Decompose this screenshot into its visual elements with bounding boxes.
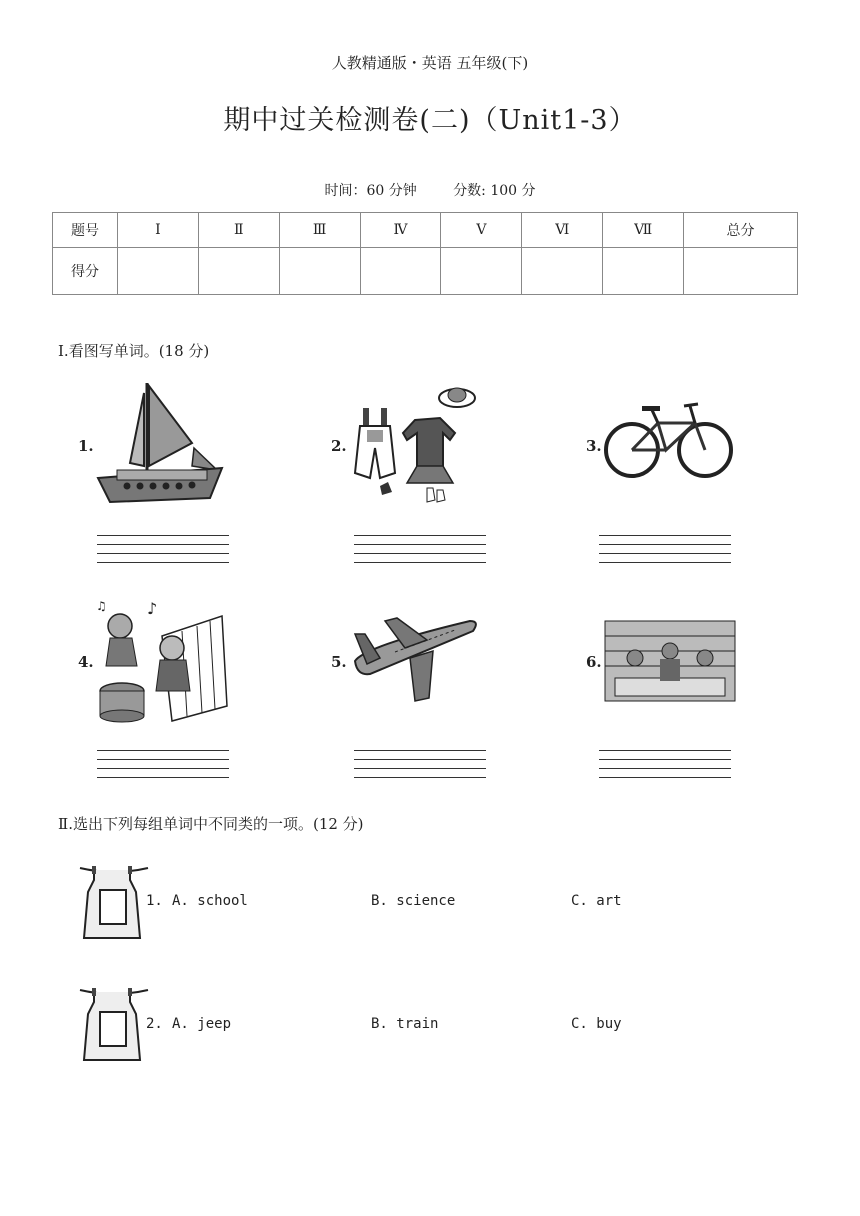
sailboat-picture	[92, 378, 232, 508]
item-number: 2.	[331, 437, 347, 455]
item-number: 6.	[586, 653, 602, 671]
answer-lines[interactable]	[97, 535, 229, 571]
answer-box-hanger-icon[interactable]	[78, 984, 150, 1066]
section2-heading: Ⅱ.选出下列每组单词中不同类的一项。(12 分)	[58, 815, 364, 833]
answer-lines[interactable]	[599, 535, 731, 571]
answer-lines[interactable]	[97, 750, 229, 786]
score-cell[interactable]	[684, 248, 798, 295]
music-party-picture	[92, 596, 232, 726]
item-number: 4.	[78, 653, 94, 671]
header-cell: Ⅱ	[198, 213, 279, 248]
svg-text:♫: ♫	[96, 599, 107, 613]
score-table-header-row	[53, 213, 798, 248]
score-cell[interactable]	[360, 248, 441, 295]
score-table-score-row	[53, 248, 798, 295]
option-a: A. jeep	[172, 1016, 232, 1032]
header-cell: 题号	[53, 213, 118, 248]
total-score: 分数: 100 分	[453, 183, 536, 199]
item-number: 3.	[586, 437, 602, 455]
header-cell: Ⅶ	[603, 213, 684, 248]
option-c: C. buy	[571, 1016, 622, 1032]
header-cell: Ⅴ	[441, 213, 522, 248]
score-cell[interactable]	[522, 248, 603, 295]
clothes-picture	[345, 378, 485, 508]
option-c: C. art	[571, 893, 622, 909]
option-b: B. science	[371, 893, 456, 909]
score-table	[52, 212, 798, 295]
time-score-info	[0, 180, 860, 200]
header-cell: Ⅰ	[117, 213, 198, 248]
option-a: A. school	[172, 893, 248, 909]
score-cell[interactable]	[117, 248, 198, 295]
score-row-label: 得分	[53, 248, 118, 295]
header-cell: 总分	[684, 213, 798, 248]
svg-text:♪: ♪	[147, 599, 158, 618]
bicycle-picture	[600, 378, 740, 508]
header-cell: Ⅲ	[279, 213, 360, 248]
library-picture	[600, 596, 740, 726]
exam-title: 期中过关检测卷(二)（Unit1-3）	[223, 105, 637, 136]
score-cell[interactable]	[441, 248, 522, 295]
section1-heading: Ⅰ.看图写单词。(18 分)	[58, 342, 210, 360]
question-number: 1.	[146, 893, 163, 909]
exam-subtitle: 人教精通版・英语 五年级(下)	[331, 54, 529, 72]
score-cell[interactable]	[198, 248, 279, 295]
answer-lines[interactable]	[354, 535, 486, 571]
airplane-picture	[345, 596, 485, 726]
item-number: 1.	[78, 437, 94, 455]
score-cell[interactable]	[279, 248, 360, 295]
answer-box-hanger-icon[interactable]	[78, 862, 150, 944]
header-cell: Ⅳ	[360, 213, 441, 248]
option-b: B. train	[371, 1016, 439, 1032]
answer-lines[interactable]	[599, 750, 731, 786]
score-cell[interactable]	[603, 248, 684, 295]
header-cell: Ⅵ	[522, 213, 603, 248]
answer-lines[interactable]	[354, 750, 486, 786]
question-number: 2.	[146, 1016, 163, 1032]
item-number: 5.	[331, 653, 347, 671]
time-limit: 时间：60 分钟	[324, 183, 417, 199]
